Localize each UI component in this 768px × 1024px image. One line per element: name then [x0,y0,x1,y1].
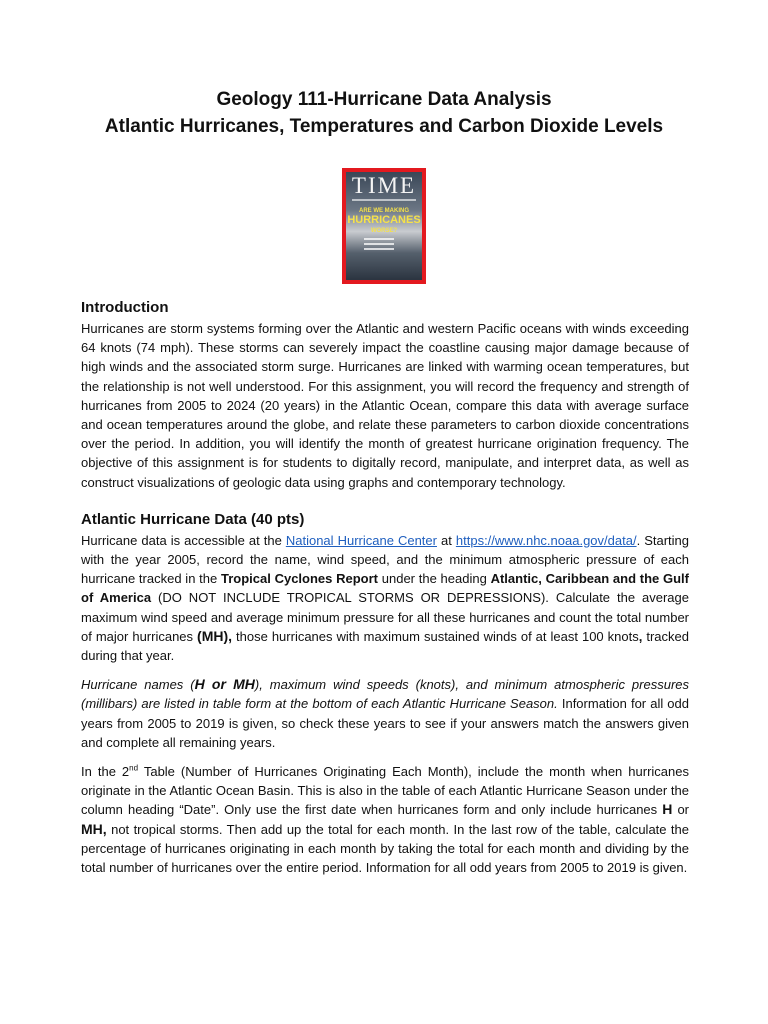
bold-term: Tropical Cyclones Report [220,571,379,587]
text-run: tracked during that year. [81,628,689,664]
text-run: at [436,532,456,548]
text-run: In the 2 [81,764,130,780]
document-title: Geology 111-Hurricane Data Analysis [216,89,552,110]
text-run: . Starting with the year 2005, record the name, wind speed, and the minimum atmospheric pressure of each hurricane tracked in the [81,532,690,587]
text-run: Hurricane data is accessible at the [81,532,286,548]
document-subtitle: Atlantic Hurricanes, Temperatures and Carbon Dioxide Levels [104,116,664,137]
introduction-heading: Introduction [81,299,169,316]
document-body [81,297,689,877]
cover-rule [352,199,416,201]
text-run: those hurricanes with maximum sustained winds of at least 100 knots [232,628,639,644]
italic-run: Hurricane names ( [81,677,195,693]
hurricane-data-paragraph-1 [81,531,689,665]
italic-run: ), maximum wind speeds (knots), and minimum atmospheric pressures (millibars) are listed in table form at the bottom of each Atlantic Hurricane Season. [81,677,690,712]
text-run: under the heading [378,571,491,587]
cover-fine-print [364,238,394,253]
cover-kicker: ARE WE MAKING [359,208,409,214]
hurricane-data-paragraph-2 [81,675,689,752]
text-run: Table (Number of Hurricanes Originating Each Month), include the month when hurricanes originate in the Atlantic Ocean Basin. This is also in the table of each Atlantic Hurricane Season under the column heading “Date”. Only use the first date when hurricanes form and only include hurricanes [81,764,689,818]
introduction-paragraph: Hurricanes are storm systems forming over the Atlantic and western Pacific oceans with winds exceeding 64 knots (74 mph). These storms can severely impact the coastline causing major damage because of high winds and the associated storm surge. Hurricanes are linked with warming ocean temperatures, but the relationship is not well understood. For this assignment, you will record the frequency and strength of hurricanes from 2005 to 2024 (20 years) in the Atlantic Ocean, compare this data with average surface and ocean temperatures around the globe, and relate these parameters to carbon dioxide concentrations over the period. In addition, you will identify the month of greatest hurricane origination frequency. The objective of this assignment is for students to digitally record, manipulate, and interpret data, as well as construct visualizations of geologic data using graphs and contemporary technology. [81,321,689,490]
bold-term: Atlantic, Caribbean and the Gulf of America [81,571,689,606]
bold-italic-run: H or MH [194,676,255,693]
bold-term [195,676,255,692]
text-run: or [672,802,690,818]
text-run: Information for all odd years from 2005 to 2019 is given, so check these years to see if your answers match the answers given and complete all remaining years. [81,696,689,750]
nhc-link[interactable]: National Hurricane Center [285,532,437,548]
time-magazine-cover-image [342,168,426,284]
cover-masthead: TIME [351,173,417,198]
text-run: not tropical storms. Then add up the total for each month. In the last row of the table, calculate the percentage of hurricanes originating in each month by taking the total for each month and dividing by the total number of hurricanes over the entire period. Information for all odd years from 2005 to 2019 is given. [81,821,689,876]
nhc-data-url-link[interactable]: https://www.nhc.noaa.gov/data/ [455,532,637,548]
cover-headline: HURRICANES [347,214,421,226]
title-block [0,86,768,140]
hurricane-data-heading: Atlantic Hurricane Data (40 pts) [81,510,305,528]
bold-term: MH, [81,820,107,837]
text-run: (DO NOT INCLUDE TROPICAL STORMS OR DEPRESSIONS). Calculate the average maximum wind speed and average minimum pressure for all these hurricanes and count the total number of major hurricanes [81,590,689,644]
cover-deck: WORSE? [370,228,398,234]
hurricane-data-paragraph-3 [81,762,689,877]
bold-term: , [638,628,643,644]
superscript: nd [129,763,139,773]
bold-term: (MH), [197,627,233,644]
bold-term: H [662,801,673,818]
